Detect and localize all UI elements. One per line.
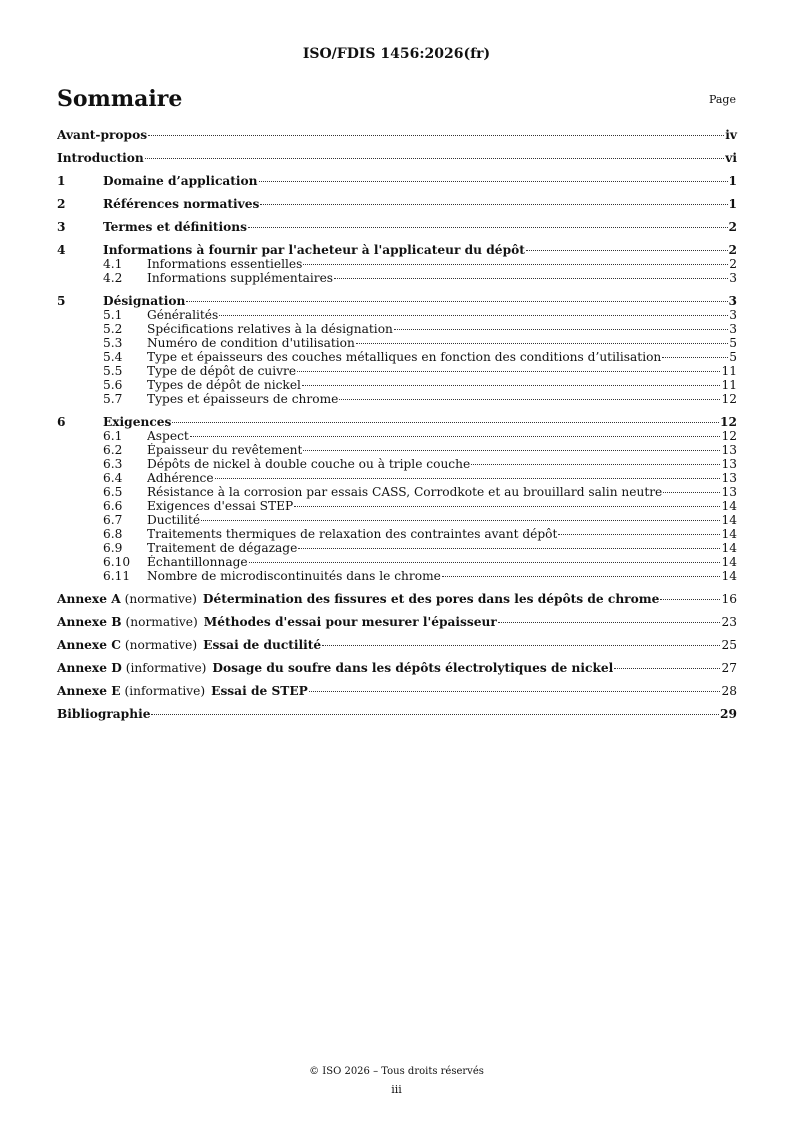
- toc-entry-page: 27: [721, 661, 737, 675]
- toc-entry[interactable]: [57, 592, 737, 606]
- toc-entry-number: 5.6: [103, 378, 123, 392]
- toc-entry-page: 12: [721, 429, 737, 443]
- toc-entry[interactable]: [57, 294, 737, 308]
- dot-leader: [201, 520, 720, 521]
- dot-leader: [471, 464, 720, 465]
- toc-entry[interactable]: [57, 220, 737, 234]
- toc-entry-page: 14: [721, 541, 737, 555]
- annex-status: (normative): [124, 638, 198, 652]
- toc-entry-page: 14: [721, 569, 737, 583]
- toc-entry[interactable]: [57, 415, 737, 429]
- toc-entry-number: 5: [57, 294, 66, 308]
- dot-leader: [303, 450, 720, 451]
- toc-entry-number: 6.1: [103, 429, 123, 443]
- dot-leader: [334, 278, 728, 279]
- dot-leader: [215, 478, 721, 479]
- toc-entry[interactable]: [57, 257, 737, 271]
- toc-entry-number: 6.2: [103, 443, 123, 457]
- annex-status: (normative): [125, 615, 198, 629]
- toc-entry-page: 14: [721, 499, 737, 513]
- toc-entry-page: 14: [721, 555, 737, 569]
- toc-entry-page: 25: [721, 638, 737, 652]
- toc-entry-page: 2: [728, 220, 737, 234]
- toc-entry-number: 6.9: [103, 541, 123, 555]
- toc-entry-page: 1: [728, 174, 737, 188]
- toc-entry[interactable]: [57, 174, 737, 188]
- toc-entry-title: Ductilité: [147, 513, 201, 527]
- dot-leader: [394, 329, 728, 330]
- page-column-label: Page: [708, 93, 736, 106]
- toc-entry[interactable]: [57, 350, 737, 364]
- toc-entry-page: 16: [721, 592, 737, 606]
- copyright-footer: © ISO 2026 – Tous droits réservés: [309, 1066, 484, 1077]
- toc-entry-number: 6.5: [103, 485, 123, 499]
- dot-leader: [219, 315, 728, 316]
- toc-entry-title: Adhérence: [147, 471, 214, 485]
- toc-entry[interactable]: [57, 151, 737, 165]
- dot-leader: [302, 385, 721, 386]
- toc-entry-page: 14: [721, 513, 737, 527]
- toc-entry-page: 14: [721, 527, 737, 541]
- toc-entry-page: vi: [725, 151, 737, 165]
- toc-entry-page: 13: [721, 443, 737, 457]
- toc-entry-number: 6.8: [103, 527, 123, 541]
- toc-entry-number: 6.7: [103, 513, 123, 527]
- toc-entry-title: Nombre de microdiscontinuités dans le chrome: [147, 569, 441, 583]
- toc-entry-title: Dosage du soufre dans les dépôts électrolytiques de nickel: [212, 661, 614, 675]
- toc-entry[interactable]: [57, 684, 737, 698]
- toc-entry-title: Type et épaisseurs des couches métalliques en fonction des conditions d’utilisation: [147, 350, 662, 364]
- toc-entry[interactable]: [57, 271, 737, 285]
- toc-entry-page: 29: [720, 707, 737, 721]
- toc-entry-page: 12: [720, 415, 737, 429]
- toc-entry-number: 6.3: [103, 457, 123, 471]
- toc-entry-number: 6.10: [103, 555, 131, 569]
- annex-label: Annexe A: [57, 592, 121, 606]
- toc-entry-page: 3: [728, 294, 737, 308]
- toc-entry-title: Termes et définitions: [103, 220, 247, 234]
- toc-entry-title: Méthodes d'essai pour mesurer l'épaisseur: [203, 615, 497, 629]
- toc-entry-title: Exigences d'essai STEP: [147, 499, 294, 513]
- annex-label: Annexe C: [57, 638, 121, 652]
- toc-entry-title: Désignation: [103, 294, 186, 308]
- annex-label: Annexe D: [57, 661, 122, 675]
- toc-entry-number: 6.4: [103, 471, 123, 485]
- dot-leader: [145, 158, 724, 159]
- toc-entry-title: Détermination des fissures et des pores dans les dépôts de chrome: [202, 592, 660, 606]
- toc-entry-title: Avant-propos: [57, 128, 148, 142]
- toc-entry-number: 6: [57, 415, 66, 429]
- toc-entry[interactable]: [57, 661, 737, 675]
- toc-entry-page: 13: [721, 485, 737, 499]
- toc-entry-page: iv: [725, 128, 737, 142]
- dot-leader: [442, 576, 721, 577]
- dot-leader: [322, 645, 720, 646]
- annex-status: (normative): [124, 592, 197, 606]
- toc-entry-number: 5.5: [103, 364, 123, 378]
- toc-entry[interactable]: [57, 336, 737, 350]
- toc-entry[interactable]: [57, 471, 737, 485]
- toc-entry-page: 1: [728, 197, 737, 211]
- page-number: iii: [391, 1083, 402, 1096]
- dot-leader: [260, 204, 727, 205]
- toc-entry[interactable]: [57, 527, 737, 541]
- annex-label: Annexe B: [57, 615, 122, 629]
- toc-entry-page: 13: [721, 457, 737, 471]
- toc-entry-number: 6.11: [103, 569, 131, 583]
- dot-leader: [297, 371, 720, 372]
- toc-entry-title: Type de dépôt de cuivre: [147, 364, 297, 378]
- dot-leader: [558, 534, 720, 535]
- toc-entry-number: 2: [57, 197, 66, 211]
- toc-entry-title: Types de dépôt de nickel: [147, 378, 301, 392]
- toc-entry-title: Références normatives: [103, 197, 260, 211]
- dot-leader: [356, 343, 728, 344]
- toc-entry-page: 3: [729, 271, 737, 285]
- toc-entry[interactable]: [57, 615, 737, 629]
- annex-status: (informative): [124, 684, 206, 698]
- toc-entry-title: Informations à fournir par l'acheteur à l'applicateur du dépôt: [103, 243, 525, 257]
- toc-entry[interactable]: [57, 308, 737, 322]
- toc-entry-title: Aspect: [147, 429, 189, 443]
- dot-leader: [298, 548, 720, 549]
- toc-entry[interactable]: [57, 243, 737, 257]
- toc-entry-title: Informations supplémentaires: [147, 271, 334, 285]
- toc-entry-page: 11: [721, 364, 737, 378]
- toc-entry-page: 28: [721, 684, 737, 698]
- toc-entry-page: 2: [728, 243, 737, 257]
- toc-entry[interactable]: [57, 499, 737, 513]
- dot-leader: [248, 227, 728, 228]
- dot-leader: [303, 264, 728, 265]
- toc-entry-number: 4: [57, 243, 66, 257]
- toc-entry-number: 4.1: [103, 257, 123, 271]
- toc-entry[interactable]: [57, 569, 737, 583]
- toc-entry[interactable]: [57, 443, 737, 457]
- toc-entry-page: 2: [729, 257, 737, 271]
- toc-entry-title: Dépôts de nickel à double couche ou à triple couche: [147, 457, 471, 471]
- toc-entry-title: Essai de ductilité: [203, 638, 322, 652]
- toc-entry-page: 13: [721, 471, 737, 485]
- dot-leader: [151, 714, 719, 715]
- toc-entry-title: Types et épaisseurs de chrome: [147, 392, 339, 406]
- dot-leader: [663, 492, 720, 493]
- dot-leader: [259, 181, 728, 182]
- annex-status: (informative): [125, 661, 207, 675]
- toc-entry[interactable]: [57, 485, 737, 499]
- toc-entry-page: 5: [729, 350, 737, 364]
- toc-entry-page: 3: [729, 308, 737, 322]
- page-title: Sommaire: [57, 86, 183, 112]
- toc-entry[interactable]: [57, 128, 737, 142]
- toc-entry[interactable]: [57, 322, 737, 336]
- toc-entry-title: Épaisseur du revêtement: [147, 443, 303, 457]
- dot-leader: [309, 691, 721, 692]
- toc-entry-number: 6.6: [103, 499, 123, 513]
- toc-entry-page: 23: [721, 615, 737, 629]
- toc-entry-title: Essai de STEP: [211, 684, 308, 698]
- annex-label: Annexe E: [57, 684, 121, 698]
- toc-entry-title: Domaine d’application: [103, 174, 258, 188]
- toc-entry[interactable]: [57, 197, 737, 211]
- dot-leader: [662, 357, 728, 358]
- toc-entry-page: 5: [729, 336, 737, 350]
- toc-entry-title: Résistance à la corrosion par essais CASS, Corrodkote et au brouillard salin neutre: [147, 485, 663, 499]
- toc-entry[interactable]: [57, 429, 737, 443]
- dot-leader: [294, 506, 720, 507]
- toc-entry-number: 4.2: [103, 271, 123, 285]
- toc-entry-number: 1: [57, 174, 66, 188]
- toc-entry[interactable]: [57, 378, 737, 392]
- toc-entry-number: 5.7: [103, 392, 123, 406]
- toc-entry-number: 5.2: [103, 322, 123, 336]
- dot-leader: [249, 562, 721, 563]
- toc-entry-page: 11: [721, 378, 737, 392]
- toc-entry[interactable]: [57, 707, 737, 721]
- table-of-contents: [57, 128, 737, 721]
- dot-leader: [526, 250, 728, 251]
- toc-entry[interactable]: [57, 457, 737, 471]
- toc-entry-number: 5.4: [103, 350, 123, 364]
- toc-entry[interactable]: [57, 513, 737, 527]
- toc-entry-title: Traitement de dégazage: [147, 541, 298, 555]
- dot-leader: [190, 436, 721, 437]
- toc-entry-number: 5.1: [103, 308, 123, 322]
- toc-entry-title: Numéro de condition d'utilisation: [147, 336, 355, 350]
- toc-entry[interactable]: [57, 364, 737, 378]
- toc-entry-title: Spécifications relatives à la désignation: [147, 322, 393, 336]
- toc-entry[interactable]: [57, 392, 737, 406]
- document-header: ISO/FDIS 1456:2026(fr): [302, 46, 491, 62]
- toc-entry-page: 12: [721, 392, 737, 406]
- dot-leader: [614, 668, 720, 669]
- toc-entry[interactable]: [57, 555, 737, 569]
- dot-leader: [660, 599, 720, 600]
- dot-leader: [339, 399, 720, 400]
- toc-entry-title: Généralités: [147, 308, 219, 322]
- dot-leader: [498, 622, 721, 623]
- toc-entry-number: 3: [57, 220, 66, 234]
- toc-entry-title: Bibliographie: [57, 707, 151, 721]
- toc-entry-title: Exigences: [103, 415, 172, 429]
- toc-entry-number: 5.3: [103, 336, 123, 350]
- toc-entry-title: Traitements thermiques de relaxation des contraintes avant dépôt: [147, 527, 558, 541]
- toc-entry-title: Échantillonnage: [147, 555, 248, 569]
- toc-entry[interactable]: [57, 638, 737, 652]
- dot-leader: [172, 422, 719, 423]
- toc-entry-page: 3: [729, 322, 737, 336]
- toc-entry[interactable]: [57, 541, 737, 555]
- toc-entry-title: Informations essentielles: [147, 257, 303, 271]
- dot-leader: [148, 135, 724, 136]
- dot-leader: [186, 301, 727, 302]
- toc-entry-title: Introduction: [57, 151, 144, 165]
